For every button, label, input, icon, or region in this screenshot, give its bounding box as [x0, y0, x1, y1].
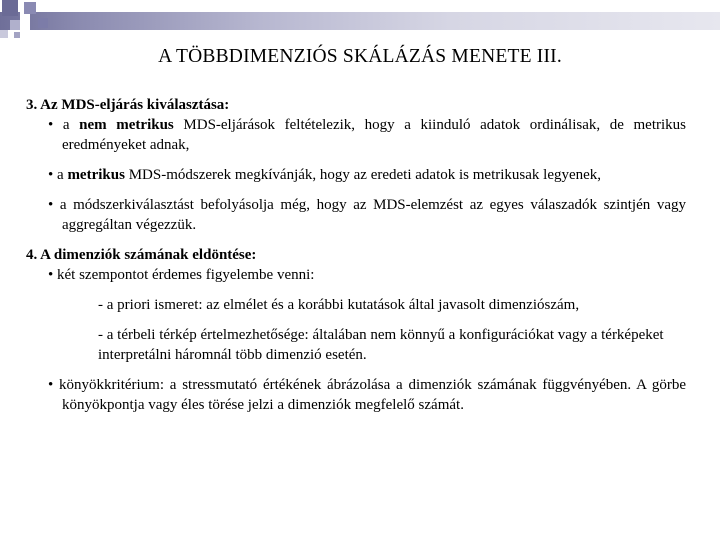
- section-4-dash-2: - a térbeli térkép értelmezhetősége: általában nem könnyű a konfigurációkat vagy a térképeket interpretálni háromnál több dimenzió esetén.: [98, 327, 664, 363]
- section-4-dash-1: - a priori ismeret: az elmélet és a korábbi kutatások által javasolt dimenziószám,: [98, 297, 580, 313]
- bullet-text: két szempontot érdemes figyelembe venni:: [57, 267, 315, 283]
- decoration-square: [24, 2, 36, 14]
- decoration-square: [2, 0, 18, 16]
- bullet-symbol: •: [48, 197, 54, 213]
- decoration-square: [14, 32, 20, 38]
- bullet-text-bold: metrikus: [67, 167, 125, 183]
- bullet-text-post: MDS-eljárások feltételezik, hogy a kiinduló adatok ordinálisak, de metrikus eredményeket adnak,: [62, 117, 687, 153]
- title-decoration-bar: [0, 12, 720, 30]
- bullet-symbol: •: [48, 377, 54, 393]
- section-4-bullet-2: [26, 375, 686, 415]
- bullet-text-pre: a: [62, 117, 80, 133]
- slide-content: [26, 95, 686, 425]
- decoration-square: [0, 30, 8, 38]
- section-3-bullet-2: [26, 165, 686, 185]
- section-4-heading: 4. A dimenziók számának eldöntése:: [26, 247, 257, 263]
- decoration-square: [38, 18, 48, 28]
- decoration-square: [10, 20, 20, 30]
- section-4-bullet-1: [26, 265, 686, 285]
- bullet-text-bold: nem metrikus: [79, 117, 174, 133]
- bullet-symbol: •: [48, 117, 54, 133]
- bullet-text-post: MDS-módszerek megkívánják, hogy az eredeti adatok is metrikusak legyenek,: [124, 167, 602, 183]
- bullet-text: könyökkritérium: a stressmutató értékének ábrázolása a dimenziók számának függvényében. A görbe könyökpontja vagy éles törése jelzi a dimenziók megfelelő számát.: [59, 377, 686, 413]
- bullet-symbol: •: [48, 267, 54, 283]
- section-3-bullet-1: [26, 115, 686, 155]
- slide-title: A TÖBBDIMENZIÓS SKÁLÁZÁS MENETE III.: [158, 46, 562, 67]
- section-3-heading: 3. Az MDS-eljárás kiválasztása:: [26, 97, 230, 113]
- bullet-symbol: •: [48, 167, 54, 183]
- bullet-text: a módszerkiválasztást befolyásolja még, hogy az MDS-elemzést az egyes válaszadók szintjén vagy aggregáltan végezzük.: [59, 197, 687, 233]
- bullet-text-pre: a: [57, 167, 68, 183]
- section-3-bullet-3: [26, 195, 686, 235]
